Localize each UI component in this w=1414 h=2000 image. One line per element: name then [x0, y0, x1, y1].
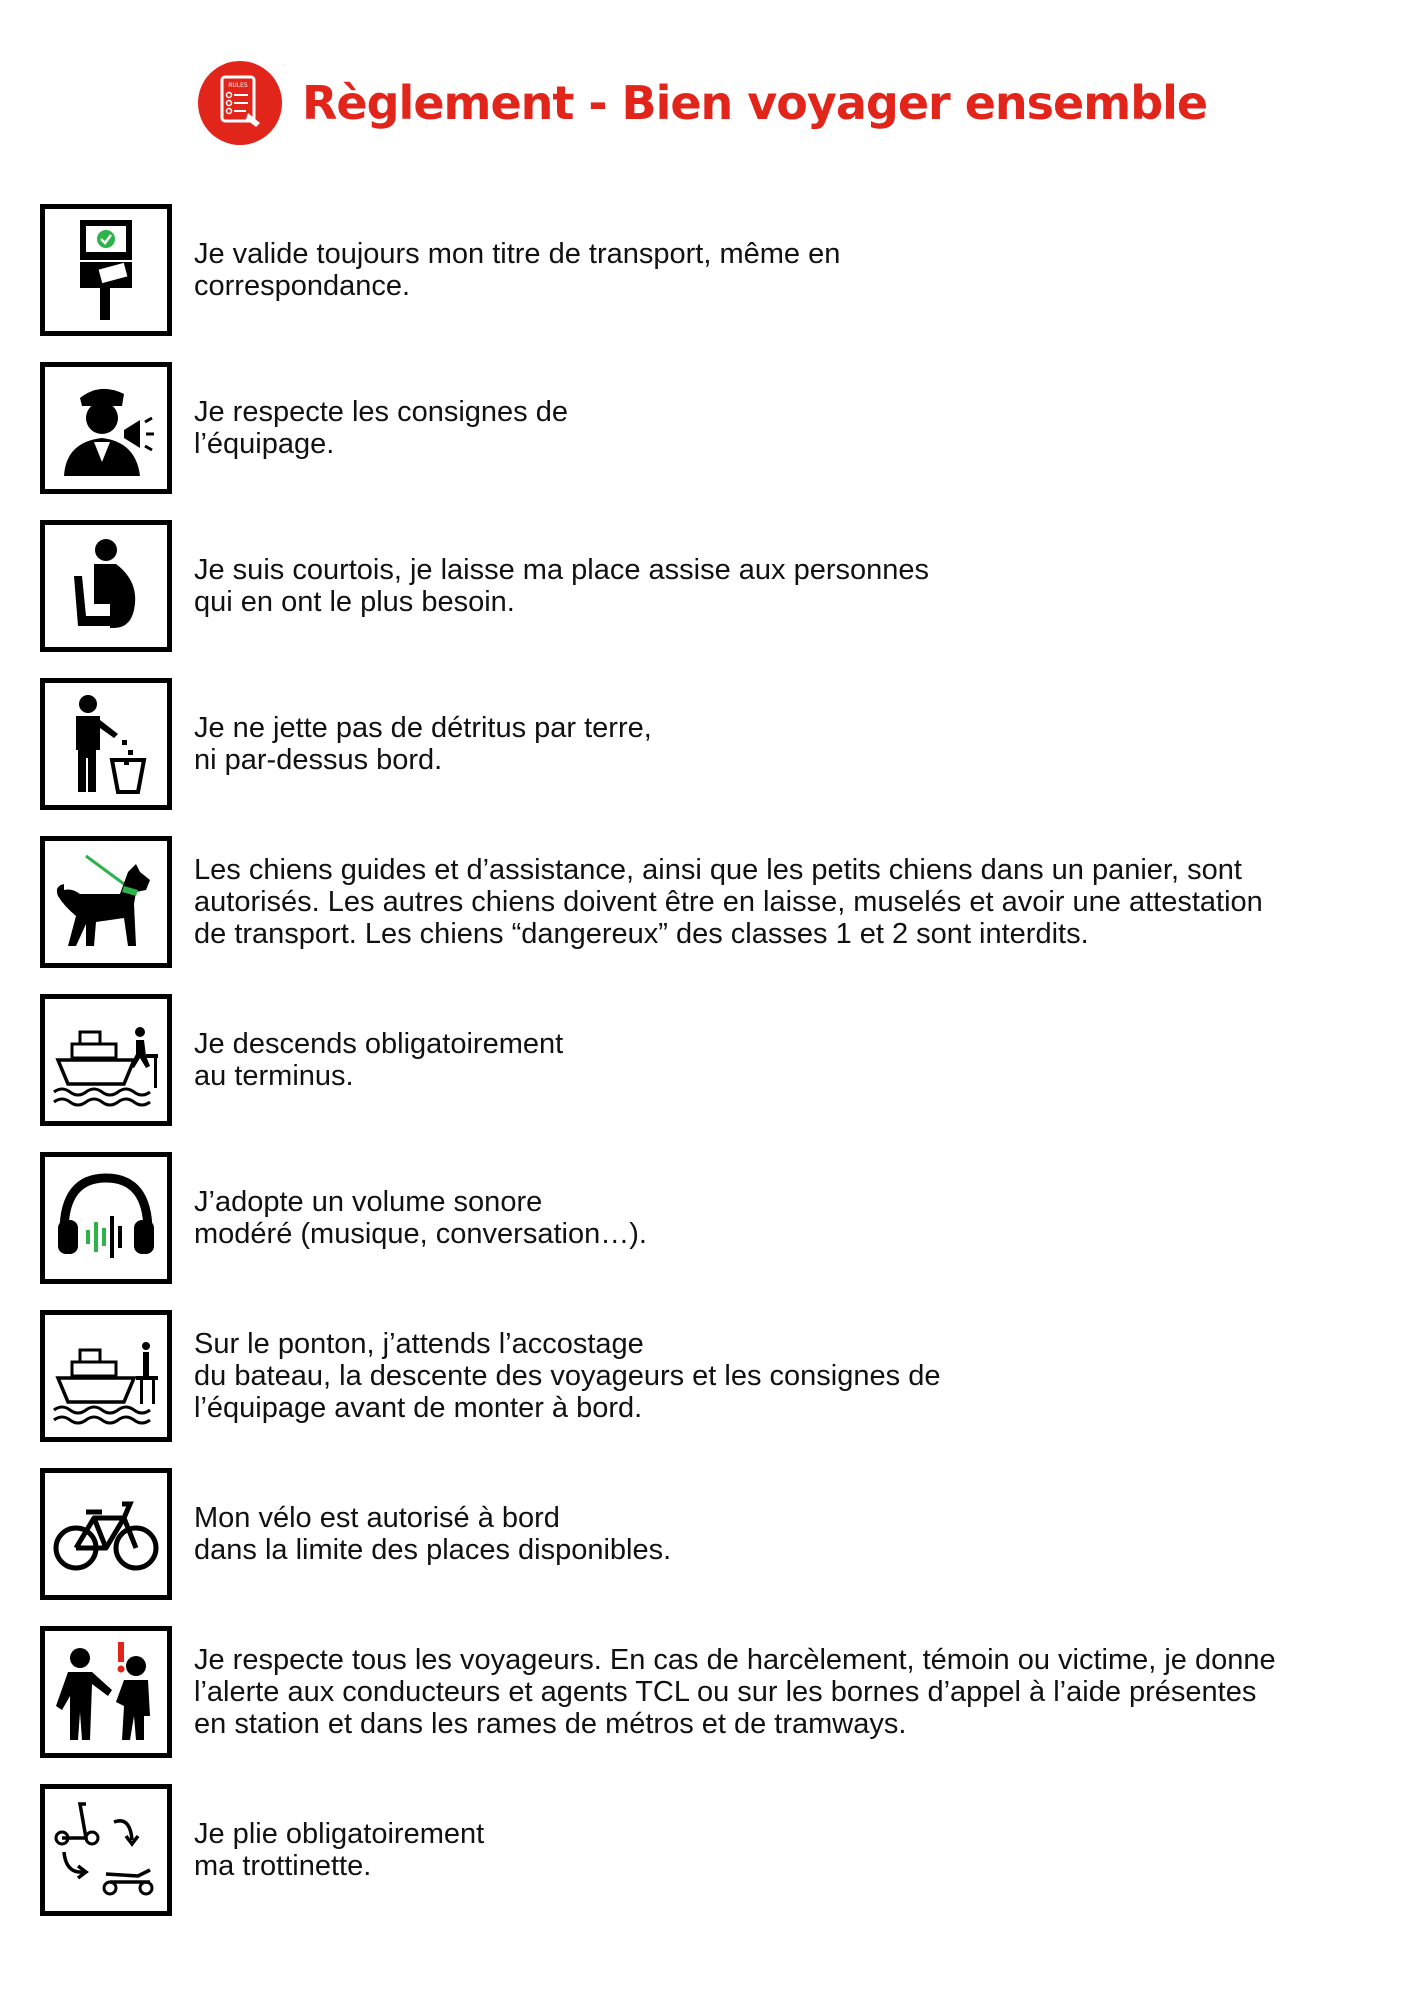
rule-item — [40, 1152, 1400, 1284]
rule-text: Je descends obligatoirement au terminus. — [194, 1028, 564, 1092]
harassment-alert-icon — [40, 1626, 172, 1758]
rule-text: Les chiens guides et d’assistance, ainsi que les petits chiens dans un panier, sont autorisés. Les autres chiens doivent être en laisse, muselés et avoir une attestation de transport. Les chiens “dangereux” des classes 1 et 2 sont interdits. — [194, 854, 1263, 950]
rule-item — [40, 362, 1400, 494]
rule-item — [40, 520, 1400, 652]
litter-bin-icon — [40, 678, 172, 810]
rule-text: Je respecte les consignes de l’équipage. — [194, 396, 568, 460]
rule-text: Je suis courtois, je laisse ma place assise aux personnes qui en ont le plus besoin. — [194, 554, 930, 618]
rule-text: Je ne jette pas de détritus par terre, ni par-dessus bord. — [194, 712, 652, 776]
rule-text: Je valide toujours mon titre de transport, même en correspondance. — [194, 238, 841, 302]
crew-officer-icon — [40, 362, 172, 494]
rule-text: Mon vélo est autorisé à bord dans la limite des places disponibles. — [194, 1502, 672, 1566]
boat-terminus-icon — [40, 994, 172, 1126]
folding-scooter-icon — [40, 1784, 172, 1916]
ticket-validator-icon — [40, 204, 172, 336]
page-header — [198, 60, 1207, 146]
dog-leash-icon — [40, 836, 172, 968]
rule-text: Je respecte tous les voyageurs. En cas de harcèlement, témoin ou victime, je donne l’alerte aux conducteurs et agents TCL ou sur les bornes d’appel à l’aide présentes en station et dans les rames de métros et de tramways. — [194, 1644, 1276, 1740]
rule-item — [40, 1468, 1400, 1600]
rule-text: Sur le ponton, j’attends l’accostage du bateau, la descente des voyageurs et les consignes de l’équipage avant de monter à bord. — [194, 1328, 941, 1424]
rule-item — [40, 678, 1400, 810]
rule-item — [40, 1310, 1400, 1442]
rule-item — [40, 836, 1400, 968]
headphones-icon — [40, 1152, 172, 1284]
page-title: Règlement - Bien voyager ensemble — [302, 76, 1208, 130]
rule-item — [40, 994, 1400, 1126]
rule-text: Je plie obligatoirement ma trottinette. — [194, 1818, 485, 1882]
bicycle-icon — [40, 1468, 172, 1600]
rule-item — [40, 1784, 1400, 1916]
priority-seat-icon — [40, 520, 172, 652]
boat-pontoon-icon — [40, 1310, 172, 1442]
rule-item — [40, 204, 1400, 336]
rules-clipboard-icon — [198, 61, 282, 145]
rules-icon-label: RULES — [228, 82, 248, 89]
rule-text: J’adopte un volume sonore modéré (musique, conversation…). — [194, 1186, 647, 1250]
rule-item — [40, 1626, 1400, 1758]
